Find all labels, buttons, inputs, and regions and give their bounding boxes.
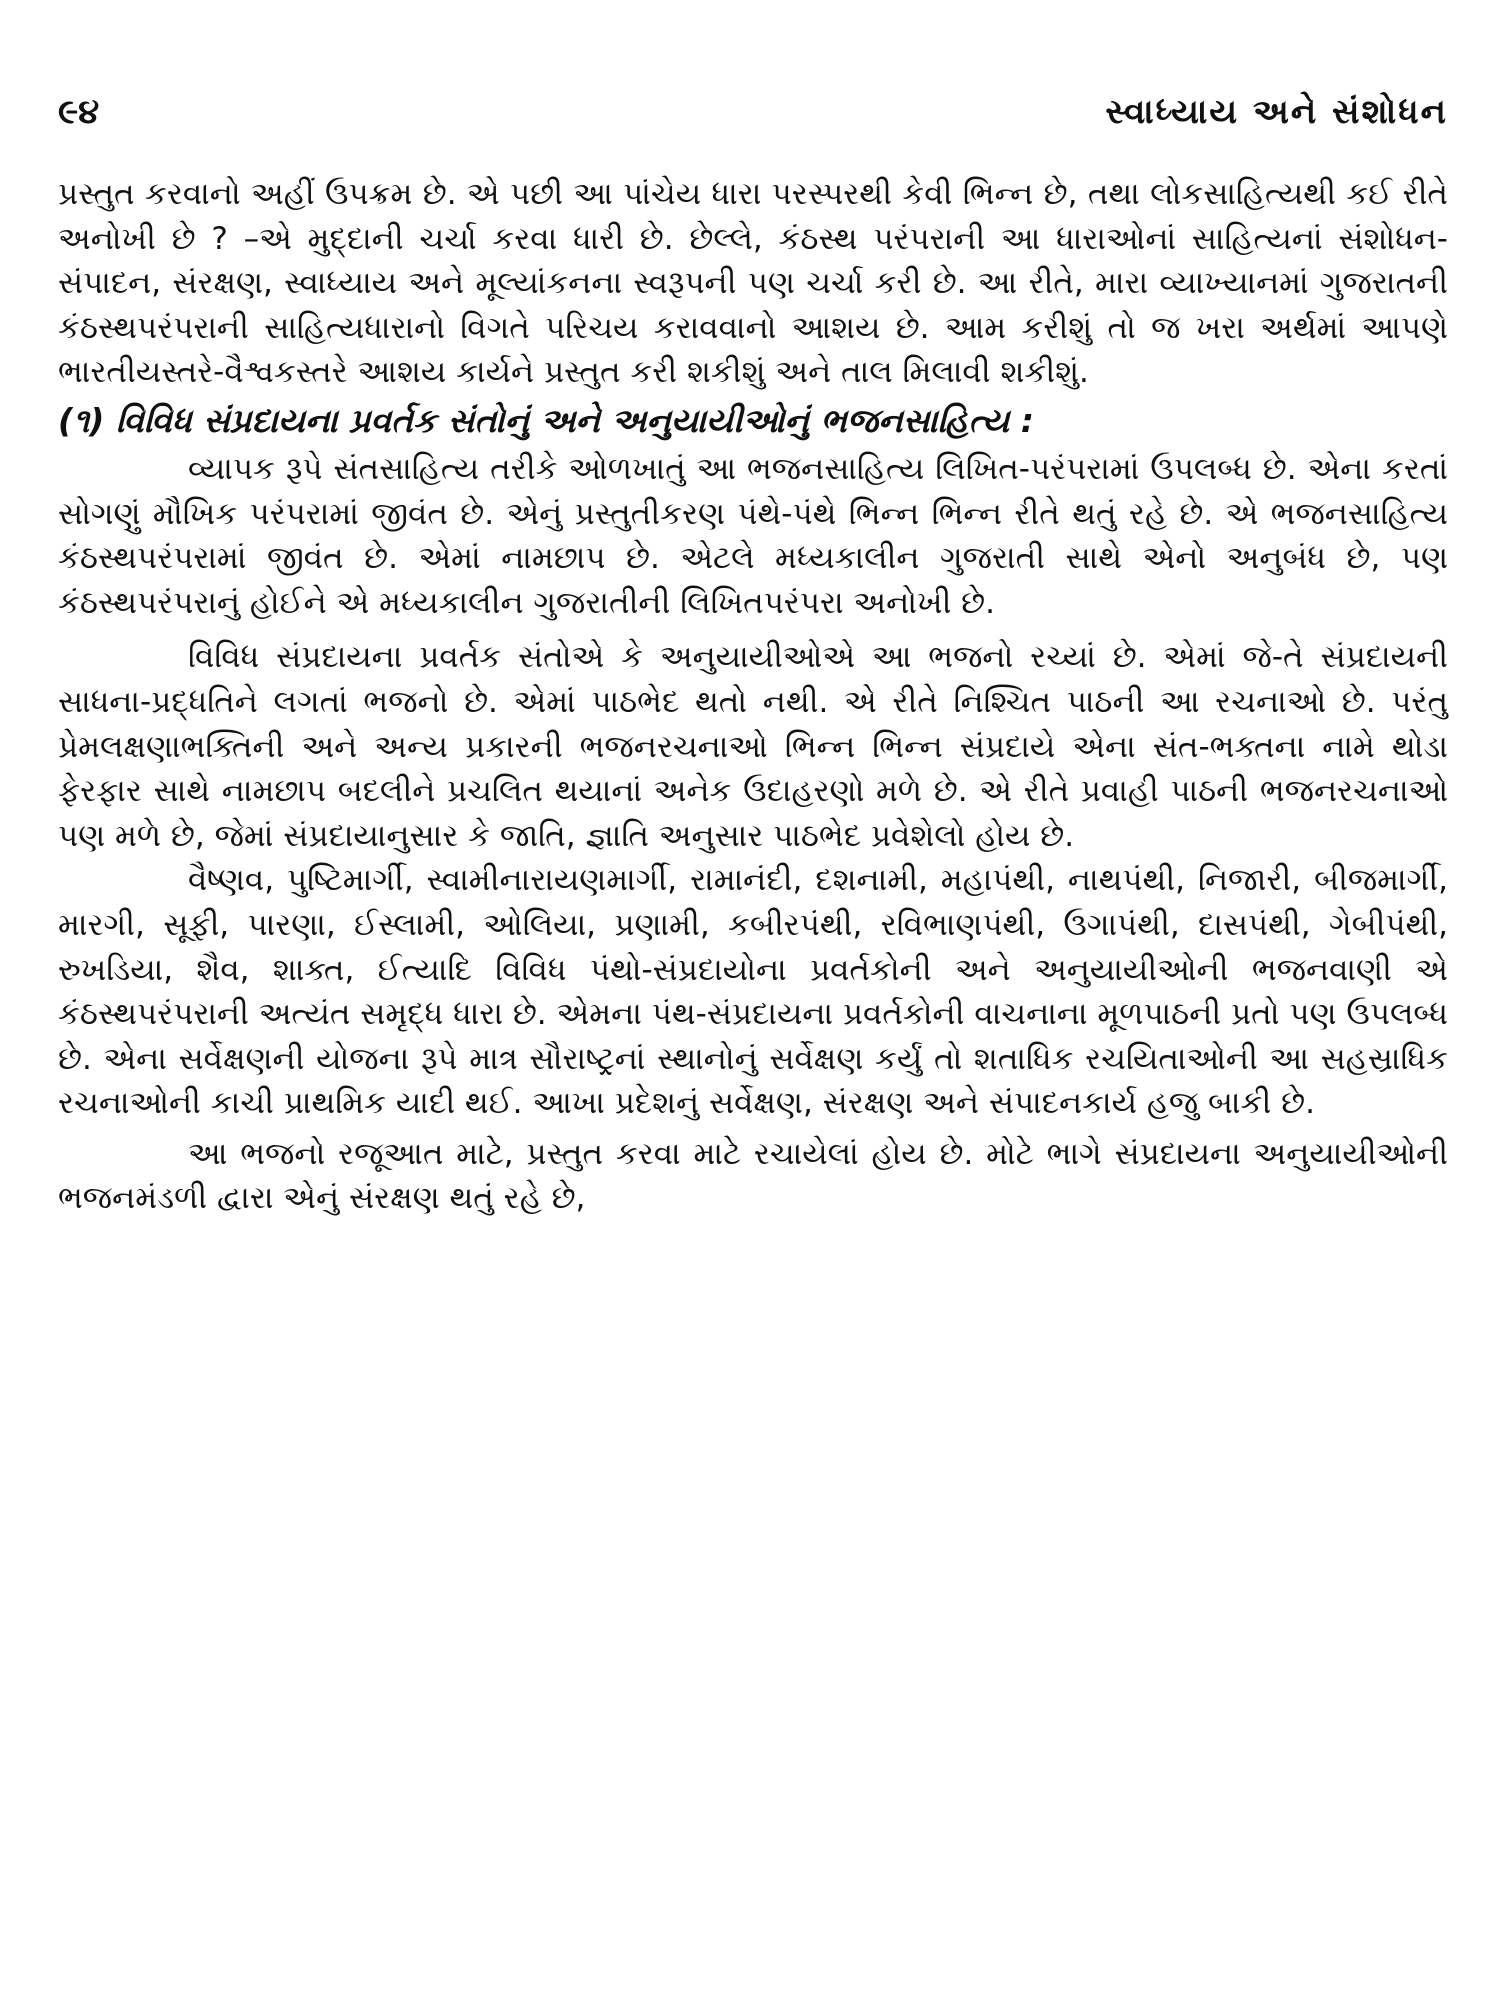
paragraph-intro: પ્રસ્તુત કરવાનો અહીં ઉપક્રમ છે. એ પછી આ પાંચેય ધારા પરસ્પરથી કેવી ભિન્ન છે, તથા લોકસાહિત્યથી કઈ રીતે અનોખી છે ? –એ મુદ્દાની ચર્ચા કરવા ધારી છે. છેલ્લે, કંઠસ્થ પરંપરાની આ ધારાઓનાં સાહિત્યનાં સંશોધન-સંપાદન, સંરક્ષણ, સ્વાધ્યાય અને મૂલ્યાંકનના સ્વરૂપની પણ ચર્ચા કરી છે. આ રીતે, મારા વ્યાખ્યાનમાં ગુજરાતની કંઠસ્થપરંપરાની સાહિત્યધારાનો વિગતે પરિચય કરાવવાનો આશય છે. આમ કરીશું તો જ ખરા અર્થમાં આપણે ભારતીયસ્તરે-વૈશ્વકસ્તરે આશય કાર્યને પ્રસ્તુત કરી શકીશું અને તાલ મિલાવી શકીશું. <box>58 176 1448 391</box>
running-head: સ્વાધ્યાય અને સંશોધન <box>1105 92 1448 132</box>
section-heading: (૧) વિવિધ સંપ્રદાયના પ્રવર્તક સંતોનું અને અનુયાયીઓનું ભજનસાહિત્ય : <box>58 400 1034 440</box>
paragraph: વિવિધ સંપ્રદાયના પ્રવર્તક સંતોએ કે અનુયાયીઓએ આ ભજનો રચ્યાં છે. એમાં જે-તે સંપ્રદાયની સાધના-પ્રદ્ધતિને લગતાં ભજનો છે. એમાં પાઠભેદ થતો નથી. એ રીતે નિશ્ચિત પાઠની આ રચનાઓ છે. પરંતુ પ્રેમલક્ષણાભક્તિની અને અન્ય પ્રકારની ભજનરચનાઓ ભિન્ન ભિન્ન સંપ્રદાયે એના સંત-ભક્તના નામે થોડા ફેરફાર સાથે નામછાપ બદલીને પ્રચલિત થયાનાં અનેક ઉદાહરણો મળે છે. એ રીતે પ્રવાહી પાઠની ભજનરચનાઓ પણ મળે છે, જેમાં સંપ્રદાયાનુસાર કે જાતિ, જ્ઞાતિ અનુસાર પાઠભેદ પ્રવેશેલો હોય છે. <box>58 639 1448 854</box>
page-body <box>58 172 1448 1221</box>
page-number: ૯૪ <box>58 92 100 132</box>
paragraph: વ્યાપક રૂપે સંતસાહિત્ય તરીકે ઓળખાતું આ ભજનસાહિત્ય લિખિત-પરંપરામાં ઉપલબ્ધ છે. એના કરતાં સોગણું મૌખિક પરંપરામાં જીવંત છે. એનું પ્રસ્તુતીકરણ પંથે-પંથે ભિન્ન ભિન્ન રીતે થતું રહે છે. એ ભજનસાહિત્ય કંઠસ્થપરંપરામાં જીવંત છે. એમાં નામછાપ છે. એટલે મધ્યકાલીન ગુજરાતી સાથે એનો અનુબંધ છે, પણ કંઠસ્થપરંપરાનું હોઈને એ મધ્યકાલીન ગુજરાતીની લિખિતપરંપરા અનોખી છે. <box>58 450 1448 621</box>
book-page <box>58 92 1448 1221</box>
paragraph: આ ભજનો રજૂઆત માટે, પ્રસ્તુત કરવા માટે રચાયેલાં હોય છે. મોટે ભાગે સંપ્રદાયના અનુયાયીઓની ભજનમંડળી દ્વારા એનું સંરક્ષણ થતું રહે છે, <box>58 1135 1448 1217</box>
page-header <box>58 92 1448 172</box>
paragraph: વૈષ્ણવ, પુષ્ટિમાર્ગી, સ્વામીનારાયણમાર્ગી, રામાનંદી, દશનામી, મહાપંથી, નાથપંથી, નિજારી, બીજમાર્ગી, મારગી, સૂફી, પારણા, ઈસ્લામી, ઓલિયા, પ્રણામી, કબીરપંથી, રવિભાણપંથી, ઉગાપંથી, દાસપંથી, ગેબીપંથી, રુખડિયા, શૈવ, શાક્ત, ઈત્યાદિ વિવિધ પંથો-સંપ્રદાયોના પ્રવર્તકોની અને અનુયાયીઓની ભજનવાણી એ કંઠસ્થપરંપરાની અત્યંત સમૃદ્ધ ધારા છે. એમના પંથ-સંપ્રદાયના પ્રવર્તકોની વાચનાના મૂળપાઠની પ્રતો પણ ઉપલબ્ધ છે. એના સર્વેક્ષણની યોજના રૂપે માત્ર સૌરાષ્ટ્રનાં સ્થાનોનું સર્વેક્ષણ કર્યું તો શતાધિક રચયિતાઓની આ સહસ્રાધિક રચનાઓની કાચી પ્રાથમિક યાદી થઈ. આખા પ્રદેશનું સર્વેક્ષણ, સંરક્ષણ અને સંપાદનકાર્ય હજુ બાકી છે. <box>58 862 1448 1122</box>
